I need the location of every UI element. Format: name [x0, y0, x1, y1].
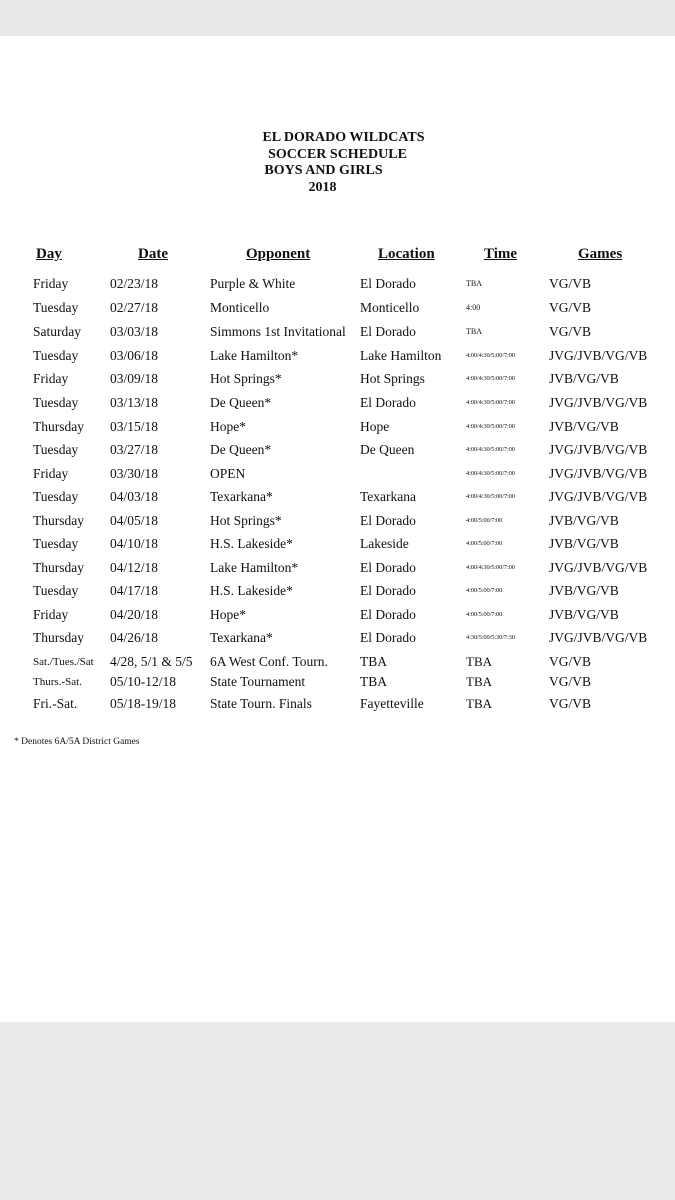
row-location: Hope	[360, 419, 390, 434]
row-location: El Dorado	[360, 583, 416, 598]
column-header-date: Date	[138, 246, 168, 262]
row-opponent: State Tourn. Finals	[210, 696, 312, 711]
row-day: Tuesday	[33, 583, 79, 598]
table-row	[0, 581, 675, 601]
top-bar	[0, 0, 675, 36]
row-games: JVG/JVB/VG/VB	[549, 560, 648, 575]
row-games: JVB/VG/VB	[549, 536, 619, 551]
row-time: 4:00/5:00/7:00	[466, 517, 503, 524]
table-row	[0, 558, 675, 578]
row-time: 4:00/4:30/5:00/7:00	[466, 493, 515, 500]
row-day: Tuesday	[33, 300, 79, 315]
table-row	[0, 672, 675, 692]
row-location: El Dorado	[360, 324, 416, 339]
row-location: Texarkana	[360, 489, 417, 504]
row-opponent: Hot Springs*	[210, 371, 282, 386]
row-date: 03/06/18	[110, 348, 159, 363]
row-day: Thursday	[33, 560, 84, 575]
table-row	[0, 274, 675, 294]
row-opponent: Lake Hamilton*	[210, 348, 299, 363]
row-time: 4:00/5:00/7:00	[466, 540, 503, 547]
title-line-teams: BOYS AND GIRLS	[264, 163, 383, 178]
row-day: Thursday	[33, 419, 84, 434]
table-row	[0, 440, 675, 460]
row-games: JVB/VG/VB	[549, 371, 619, 386]
column-header-location: Location	[378, 246, 435, 262]
row-opponent: De Queen*	[210, 442, 272, 457]
row-time: 4:00/4:30/5:00/7:00	[466, 375, 515, 382]
row-day: Friday	[33, 466, 69, 481]
table-row	[0, 605, 675, 625]
row-time: TBA	[466, 327, 482, 336]
row-time: 4:00/4:30/5:00/7:00	[466, 399, 515, 406]
row-games: JVB/VG/VB	[549, 513, 619, 528]
row-date: 04/12/18	[110, 560, 159, 575]
row-games: VG/VB	[549, 654, 592, 669]
footnote: * Denotes 6A/5A District Games	[14, 737, 140, 747]
row-opponent: Lake Hamilton*	[210, 560, 299, 575]
table-row	[0, 298, 675, 318]
row-games: JVG/JVB/VG/VB	[549, 489, 648, 504]
row-games: JVB/VG/VB	[549, 419, 619, 434]
row-time: 4:00	[466, 303, 481, 312]
row-games: JVG/JVB/VG/VB	[549, 442, 648, 457]
row-location: Fayetteville	[360, 696, 424, 711]
row-games: JVB/VG/VB	[549, 583, 619, 598]
row-opponent: 6A West Conf. Tourn.	[210, 654, 328, 669]
row-location: El Dorado	[360, 607, 416, 622]
row-opponent: Purple & White	[210, 276, 296, 291]
row-time: 4:00/5:00/7:00	[466, 587, 503, 594]
row-location: Monticello	[360, 300, 420, 315]
row-time: 4:00/4:30/5:00/7:00	[466, 352, 515, 359]
row-games: JVG/JVB/VG/VB	[549, 348, 648, 363]
row-day: Tuesday	[33, 348, 79, 363]
row-location: Hot Springs	[360, 371, 425, 386]
row-date: 02/23/18	[110, 276, 159, 291]
row-opponent: Hope*	[210, 607, 246, 622]
row-games: JVG/JVB/VG/VB	[549, 395, 648, 410]
column-header-day: Day	[36, 246, 62, 262]
row-games: VG/VB	[549, 300, 592, 315]
row-time: TBA	[466, 674, 492, 689]
row-date: 04/26/18	[110, 630, 159, 645]
column-header-time: Time	[484, 246, 518, 262]
row-day: Thurs.-Sat.	[33, 676, 82, 688]
row-date: 04/05/18	[110, 513, 159, 528]
row-location: El Dorado	[360, 513, 416, 528]
row-games: VG/VB	[549, 674, 592, 689]
table-row	[0, 417, 675, 437]
row-games: JVB/VG/VB	[549, 607, 619, 622]
row-day: Friday	[33, 607, 69, 622]
row-games: JVG/JVB/VG/VB	[549, 466, 648, 481]
row-opponent: Hot Springs*	[210, 513, 282, 528]
row-location: El Dorado	[360, 395, 416, 410]
table-row	[0, 322, 675, 342]
table-row	[0, 393, 675, 413]
row-date: 03/27/18	[110, 442, 159, 457]
row-location: TBA	[360, 674, 387, 689]
row-date: 03/09/18	[110, 371, 159, 386]
row-day: Tuesday	[33, 489, 79, 504]
row-date: 4/28, 5/1 & 5/5	[110, 654, 193, 669]
row-opponent: Texarkana*	[210, 489, 273, 504]
row-games: JVG/JVB/VG/VB	[549, 630, 648, 645]
table-row	[0, 694, 675, 714]
row-opponent: H.S. Lakeside*	[210, 536, 293, 551]
row-opponent: Simmons 1st Invitational	[210, 324, 346, 339]
row-opponent: OPEN	[210, 466, 246, 481]
row-time: TBA	[466, 279, 482, 288]
table-row	[0, 346, 675, 366]
row-date: 03/03/18	[110, 324, 159, 339]
row-location: TBA	[360, 654, 387, 669]
row-date: 03/13/18	[110, 395, 159, 410]
row-games: VG/VB	[549, 696, 592, 711]
row-date: 04/03/18	[110, 489, 159, 504]
table-row	[0, 511, 675, 531]
row-date: 05/18-19/18	[110, 696, 176, 711]
row-opponent: Hope*	[210, 419, 246, 434]
row-day: Thursday	[33, 513, 84, 528]
table-row	[0, 487, 675, 507]
row-time: 4:00/4:30/5:00/7:00	[466, 446, 515, 453]
document-page	[0, 36, 675, 1022]
row-day: Tuesday	[33, 536, 79, 551]
row-location: El Dorado	[360, 276, 416, 291]
row-date: 04/20/18	[110, 607, 159, 622]
column-header-opponent: Opponent	[246, 246, 311, 262]
column-header-games: Games	[578, 246, 623, 262]
row-location: El Dorado	[360, 560, 416, 575]
row-games: VG/VB	[549, 276, 592, 291]
row-date: 03/30/18	[110, 466, 159, 481]
row-day: Tuesday	[33, 395, 79, 410]
title-line-sport: SOCCER SCHEDULE	[268, 146, 407, 162]
table-row	[0, 369, 675, 389]
row-time: 4:00/4:30/5:00/7:00	[466, 564, 515, 571]
row-day: Friday	[33, 371, 69, 386]
row-opponent: State Tournament	[210, 674, 306, 689]
row-day: Sat./Tues./Sat	[33, 656, 94, 668]
row-time: TBA	[466, 696, 492, 711]
title-line-school: EL DORADO WILDCATS	[262, 130, 425, 145]
row-date: 03/15/18	[110, 419, 159, 434]
bottom-area	[0, 1022, 675, 1200]
row-day: Fri.-Sat.	[33, 696, 78, 711]
row-opponent: Texarkana*	[210, 630, 273, 645]
table-row	[0, 628, 675, 648]
table-row	[0, 464, 675, 484]
row-opponent: H.S. Lakeside*	[210, 583, 293, 598]
row-time: 4:30/5:00/5:30/7:30	[466, 634, 515, 641]
title-line-year: 2018	[308, 179, 337, 195]
row-day: Friday	[33, 276, 69, 291]
row-opponent: De Queen*	[210, 395, 272, 410]
row-time: 4:00/4:30/5:00/7:00	[466, 470, 515, 477]
row-location: Lakeside	[360, 536, 409, 551]
row-time: TBA	[466, 654, 492, 669]
row-location: De Queen	[360, 442, 415, 457]
row-time: 4:00/5:00/7:00	[466, 611, 503, 618]
row-day: Tuesday	[33, 442, 79, 457]
row-opponent: Monticello	[210, 300, 270, 315]
row-games: VG/VB	[549, 324, 592, 339]
row-date: 02/27/18	[110, 300, 159, 315]
row-day: Thursday	[33, 630, 84, 645]
row-date: 04/17/18	[110, 583, 159, 598]
table-row	[0, 652, 675, 672]
row-location: El Dorado	[360, 630, 416, 645]
row-location: Lake Hamilton	[360, 348, 442, 363]
row-day: Saturday	[33, 324, 81, 339]
row-time: 4:00/4:30/5:00/7:00	[466, 423, 515, 430]
row-date: 04/10/18	[110, 536, 159, 551]
schedule-title	[0, 130, 675, 196]
row-date: 05/10-12/18	[110, 674, 176, 689]
table-row	[0, 534, 675, 554]
